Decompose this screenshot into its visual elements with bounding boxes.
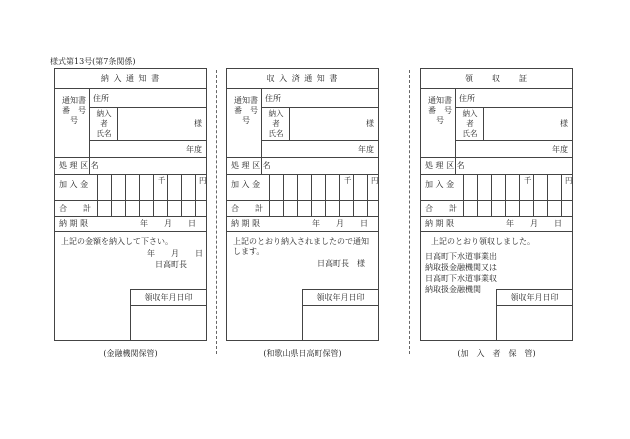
division-label: 処 理 区 名 [231,161,271,170]
sama-label: 様 [560,119,568,128]
notice-no-label: 通知書 番 号 号 [428,96,452,125]
date-line: 年 月 日 [147,249,203,258]
en-label: 円 [565,176,573,185]
notice-text: 上記の金額を納入して下さい。 [61,237,173,246]
division-label: 処 理 区 名 [425,161,465,170]
form-notice-of-payment [54,68,207,341]
stamp-label: 領収年月日印 [131,290,206,306]
deadline-label: 納 期 限 [59,219,89,228]
form-caption: (加 入 者 保 管) [457,349,536,358]
total-label: 合 計 [59,204,91,213]
en-label: 円 [371,176,379,185]
year-label: 年度 [358,145,374,154]
signer: 日高町長 様 [317,259,365,268]
form-receipt-notice [226,68,379,341]
sen-label: 千 [158,176,166,185]
sen-label: 千 [344,176,352,185]
institution-text: 日高町下水道事業出納取扱金融機関又は日高町下水道事業収納取扱金融機関 [425,252,497,294]
stamp-box [496,289,572,340]
stamp-label: 領収年月日印 [303,290,378,306]
notice-no-label: 通知書 番 号 号 [62,96,86,125]
signer: 日高町長 [155,260,187,269]
address-label: 住所 [459,94,475,103]
deadline-date: 年 月 日 [506,219,562,228]
deadline-label: 納 期 限 [231,219,261,228]
form-title: 納 入 通 知 書 [55,69,206,89]
division-label: 処 理 区 名 [59,161,99,170]
notice-text: 上記のとおり納入されましたので通知します。 [233,237,369,256]
stamp-label: 領収年月日印 [497,290,572,306]
notice-no-label: 通知書 番 号 号 [234,96,258,125]
deadline-label: 納 期 限 [425,219,455,228]
kanyu-label: 加 入 金 [425,180,455,189]
sama-label: 様 [366,119,374,128]
total-label: 合 計 [425,204,457,213]
year-label: 年度 [186,145,202,154]
cut-line [409,70,410,354]
form-caption: (和歌山県日高町保管) [263,349,342,358]
cut-line [216,70,217,354]
kanyu-label: 加 入 金 [59,180,89,189]
en-label: 円 [199,176,207,185]
sama-label: 様 [194,119,202,128]
form-title: 領 収 証 [421,69,572,89]
year-label: 年度 [552,145,568,154]
deadline-date: 年 月 日 [140,219,196,228]
total-label: 合 計 [231,204,263,213]
form-header: 様式第13号(第7条関係) [50,57,136,66]
address-label: 住所 [265,94,281,103]
deadline-date: 年 月 日 [312,219,368,228]
stamp-box [130,289,206,340]
stamp-box [302,289,378,340]
notice-text: 上記のとおり領収しました。 [431,237,535,246]
kanyu-label: 加 入 金 [231,180,261,189]
address-label: 住所 [93,94,109,103]
payer-label: 納入 者 氏名 [96,109,112,138]
sen-label: 千 [524,176,532,185]
payer-label: 納入 者 氏名 [268,109,284,138]
payer-label: 納入 者 氏名 [462,109,478,138]
form-title: 収 入 済 通 知 書 [227,69,378,89]
form-receipt [420,68,573,341]
form-caption: (金融機関保管) [103,349,158,358]
